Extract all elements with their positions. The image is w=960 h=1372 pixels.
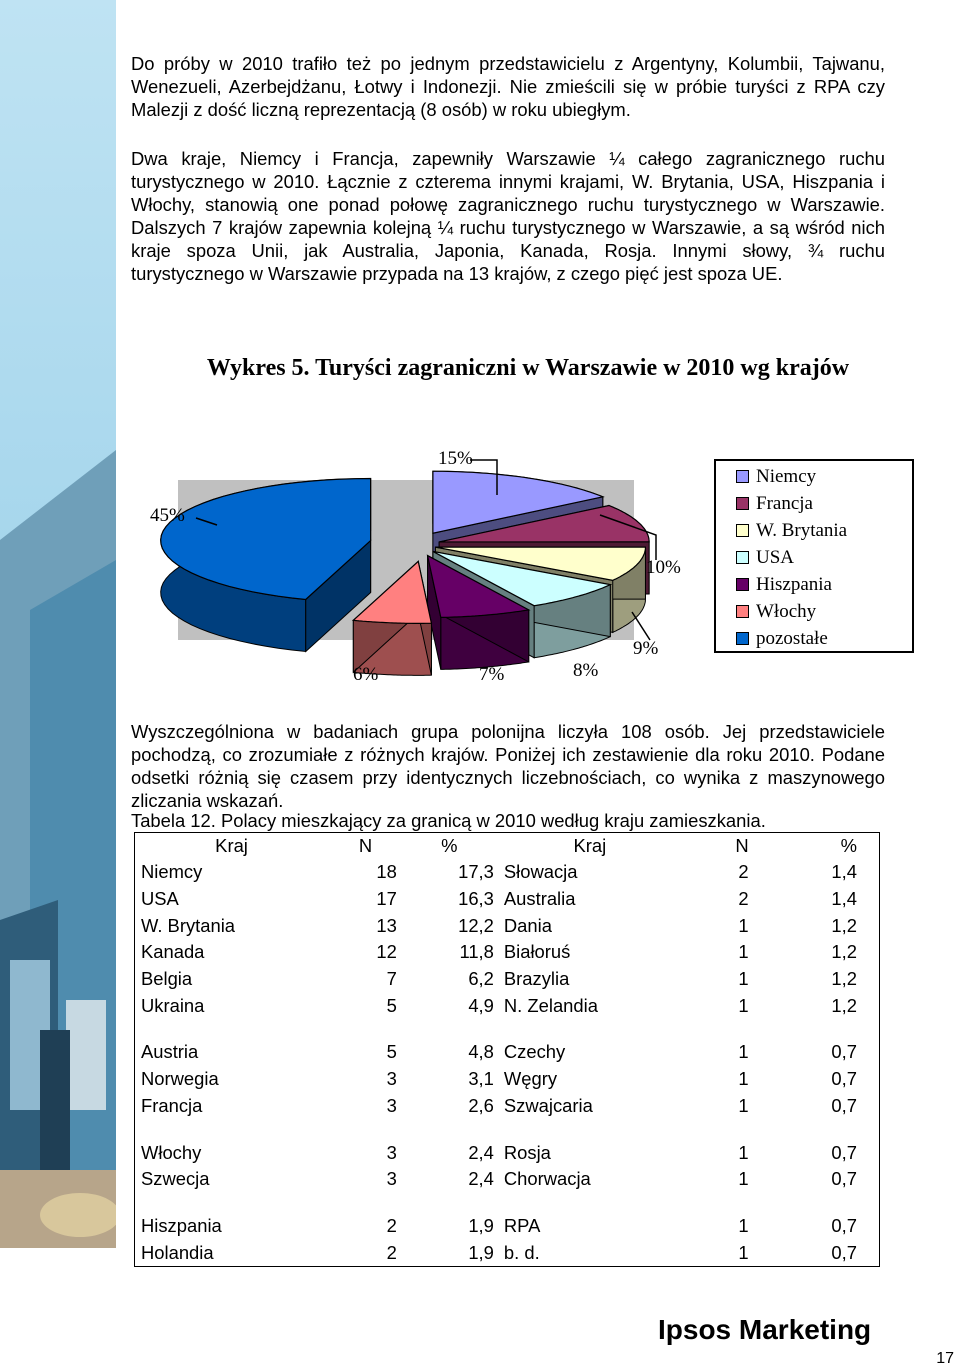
legend-label: W. Brytania [756, 520, 848, 541]
footer-brand: Ipsos Marketing [658, 1314, 872, 1345]
table-cell: 1 [738, 914, 749, 936]
table-cell: 3,1 [468, 1068, 494, 1090]
table-cell: 17,3 [458, 861, 494, 883]
pie-label: 10% [646, 557, 681, 578]
page-number: 17 [936, 1350, 954, 1367]
table-header-cell: Kraj [215, 835, 248, 856]
table-cell: 1,4 [831, 861, 857, 883]
table-header-cell: N [358, 835, 373, 856]
table-row [135, 912, 880, 939]
table-header-cell: % [840, 835, 857, 856]
table-cell: 18 [376, 861, 397, 883]
table-cell: 5 [386, 1041, 397, 1063]
legend-swatch [736, 632, 749, 645]
table-row [135, 886, 880, 913]
table-cell: Słowacja [503, 861, 578, 883]
table-cell: 11,8 [459, 941, 494, 963]
table-cell: 7 [386, 968, 397, 990]
pie-label: 6% [353, 664, 379, 685]
table-cell: 1,4 [831, 888, 857, 910]
table-cell: Dania [503, 914, 552, 936]
table-cell: 1 [738, 968, 749, 990]
table-cell: 1,2 [831, 968, 857, 990]
pie-label: 9% [633, 638, 659, 659]
table-cell: W. Brytania [141, 914, 236, 936]
table-cell: 1 [738, 1094, 749, 1116]
table-caption: Tabela 12. Polacy mieszkający za granicą w 2010 według kraju zamieszkania. [131, 810, 766, 831]
table-cell: 1,9 [468, 1241, 494, 1263]
table-cell: 0,7 [831, 1141, 857, 1163]
table-cell: Norwegia [141, 1068, 219, 1090]
table-cell: Szwajcaria [503, 1094, 593, 1116]
legend-item [756, 521, 847, 541]
table-row [135, 992, 880, 1019]
table-cell: Francja [141, 1094, 203, 1116]
table-row [135, 1066, 880, 1093]
table-cell: Szwecja [141, 1168, 210, 1190]
table-cell: Belgia [141, 968, 193, 990]
table-cell: 2 [738, 861, 749, 883]
table-cell: 16,3 [458, 888, 494, 910]
table-cell: Holandia [141, 1241, 214, 1263]
table-cell: Hiszpania [141, 1214, 222, 1236]
table-cell: 2 [386, 1214, 397, 1236]
legend-item [756, 494, 813, 514]
table-cell: Rosja [503, 1141, 551, 1163]
legend-item [756, 467, 816, 487]
table-cell: 5 [386, 994, 397, 1016]
legend-label: Francja [756, 493, 813, 514]
table-cell: 13 [376, 914, 397, 936]
table-row [135, 1166, 880, 1193]
table-row [135, 859, 880, 886]
table-row [135, 1119, 880, 1139]
table-cell: 1,2 [831, 914, 857, 936]
data-table [134, 832, 880, 1267]
table-cell: 12 [376, 941, 397, 963]
table-cell: 1 [738, 1168, 749, 1190]
table-cell: 1,2 [831, 941, 857, 963]
table-row [135, 1139, 880, 1166]
legend-item [756, 548, 794, 568]
table-header-cell: % [441, 835, 458, 856]
table-cell: Czechy [503, 1041, 566, 1063]
table-cell: Kanada [141, 941, 205, 963]
legend-item [756, 629, 828, 649]
table-cell: Włochy [141, 1141, 202, 1163]
chart-title: Wykres 5. Turyści zagraniczni w Warszawie w 2010 wg krajów [206, 355, 850, 381]
legend-label: pozostałe [756, 628, 828, 649]
table-row [135, 1019, 880, 1039]
legend-item [756, 575, 832, 595]
table-cell: 3 [386, 1094, 397, 1116]
table-row [135, 1039, 880, 1066]
legend-swatch [736, 524, 749, 537]
legend-item [756, 602, 816, 622]
table-row [135, 1193, 880, 1213]
table-cell: 1 [738, 1068, 749, 1090]
table-cell: N. Zelandia [503, 994, 598, 1016]
legend-swatch [736, 551, 749, 564]
paragraph-1: Do próby w 2010 trafiło też po jednym przedstawicielu z Argentyny, Kolumbii, Tajwanu, Wenezueli, Azerbejdżanu, Łotwy i Indonezji. Nie zmieścili się w próbie turyści z RPA czy Malezji z dość liczną reprezentacją (8 osób) w roku ubiegłym. [131, 53, 885, 120]
legend-label: Hiszpania [756, 574, 832, 595]
table-header-cell: N [735, 835, 749, 856]
table-cell: 2,4 [468, 1141, 494, 1163]
pie-label: 8% [573, 660, 599, 681]
table-row [135, 1213, 880, 1240]
table-cell: 0,7 [831, 1041, 857, 1063]
table-cell: 0,7 [831, 1168, 857, 1190]
legend-swatch [736, 578, 749, 591]
table-cell: Australia [503, 888, 576, 910]
table-cell: 1 [738, 994, 749, 1016]
legend-label: Niemcy [756, 466, 817, 487]
table-cell: 2,6 [468, 1094, 494, 1116]
paragraph-3: Wyszczególniona w badaniach grupa polonijna liczyła 108 osób. Jej przedstawiciele pochodzą, co zrozumiałe z różnych krajów. Poniżej ich zestawienie dla roku 2010. Podane odsetki różnią się czasem przy identycznych liczebnościach, co wynika z maszynowego zliczania wskazań. [131, 721, 885, 811]
table-cell: 1 [738, 1214, 749, 1236]
table-cell: 1,2 [831, 994, 857, 1016]
table-cell: 0,7 [831, 1094, 857, 1116]
table-cell: 1 [738, 941, 749, 963]
table-cell: b. d. [503, 1241, 540, 1263]
legend-swatch [736, 497, 749, 510]
table-cell: 0,7 [831, 1241, 857, 1263]
table-cell: Węgry [503, 1068, 558, 1090]
legend-label: Włochy [756, 601, 817, 622]
table-cell: 1 [738, 1041, 749, 1063]
table-cell: Austria [141, 1041, 199, 1063]
paragraph-2: Dwa kraje, Niemcy i Francja, zapewniły Warszawie ¼ całego zagranicznego ruchu turystycznego w 2010. Łącznie z czterema innymi krajami, W. Brytania, USA, Hiszpania i Włochy, stanowią one ponad połowę zagranicznego ruchu turystycznego w Warszawie. Dalszych 7 krajów zapewnia kolejną ¼ ruchu turystycznego w Warszawie, a są wśród nich kraje spoza Unii, jak Australia, Japonia, Kanada, Rosja. Innymi słowy, ¾ ruchu turystycznego w Warszawie przypada na 13 krajów, z czego pięć jest spoza UE. [131, 148, 885, 284]
table-cell: 2,4 [468, 1168, 494, 1190]
table-cell: 1 [738, 1241, 749, 1263]
table-cell: 2 [738, 888, 749, 910]
table-row [135, 1093, 880, 1120]
table-cell: Brazylia [503, 968, 570, 990]
table-cell: 4,9 [468, 994, 494, 1016]
table-cell: 6,2 [468, 968, 494, 990]
table-cell: 0,7 [831, 1068, 857, 1090]
table-cell: 0,7 [831, 1214, 857, 1236]
table-cell: RPA [503, 1214, 541, 1236]
pie-label: 45% [150, 505, 185, 526]
chart-legend [714, 459, 914, 653]
pie-label: 7% [479, 664, 505, 685]
legend-swatch [736, 605, 749, 618]
table-cell: Niemcy [141, 861, 203, 883]
table-cell: Białoruś [503, 941, 571, 963]
table-cell: 2 [386, 1241, 397, 1263]
table-cell: 1,9 [468, 1214, 494, 1236]
table-row [135, 939, 880, 966]
table-cell: 1 [738, 1141, 749, 1163]
legend-label: USA [756, 547, 795, 568]
table-row [135, 966, 880, 993]
table-cell: Ukraina [141, 994, 205, 1016]
pie-label: 15% [438, 448, 473, 469]
table-cell: 3 [386, 1141, 397, 1163]
table-cell: 12,2 [458, 914, 494, 936]
table-row [135, 1239, 880, 1266]
table-cell: USA [141, 888, 179, 910]
table-cell: Chorwacja [503, 1168, 591, 1190]
table-cell: 3 [386, 1068, 397, 1090]
table-cell: 4,8 [468, 1041, 494, 1063]
legend-swatch [736, 470, 749, 483]
table-cell: 17 [376, 888, 397, 910]
table-cell: 3 [386, 1168, 397, 1190]
table-header-cell: Kraj [573, 835, 607, 856]
